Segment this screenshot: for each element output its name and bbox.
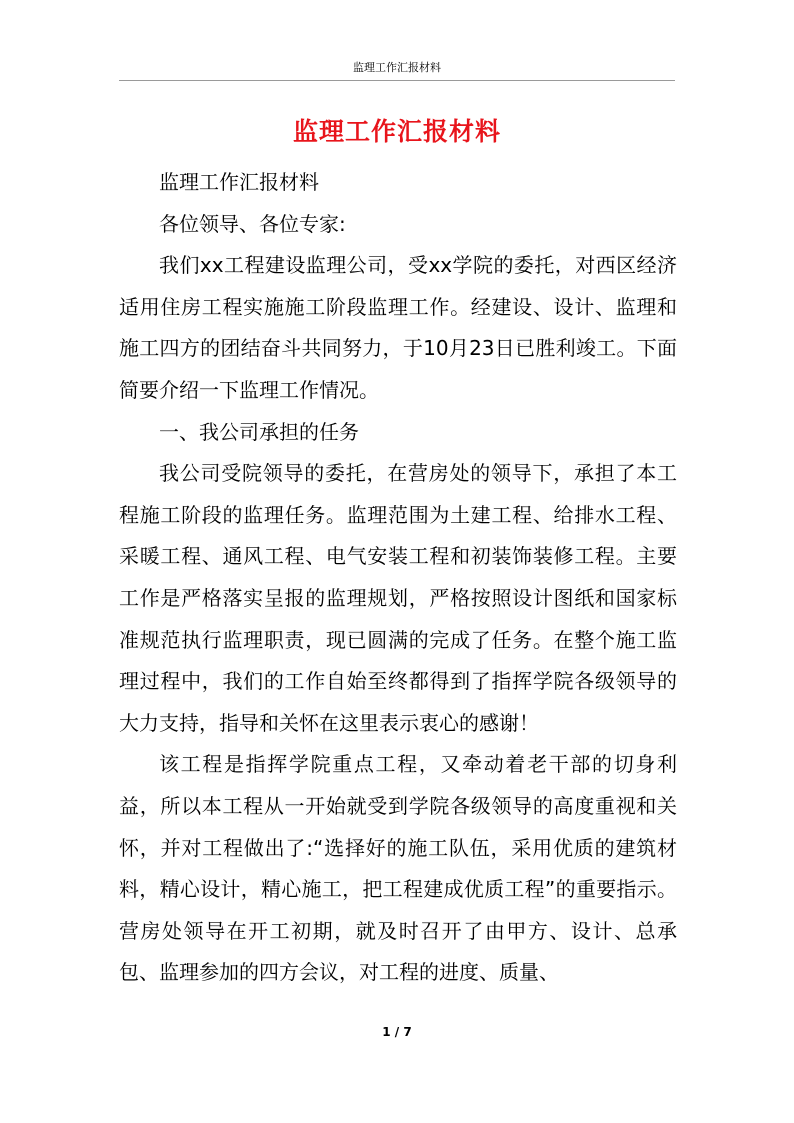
document-body [119,162,677,994]
section-heading: 一、我公司承担的任务 [159,419,359,444]
running-header: 监理工作汇报材料 [353,61,441,74]
body-paragraph: 监理工作汇报材料 [159,170,319,194]
body-paragraph: 我们xx工程建设监理公司，受xx学院的委托，对西区经济适用住房工程实施施工阶段监理工作。经建设、设计、监理和施工四方的团结奋斗共同努力，于10月23日已胜利竣工。下面简要介绍一下监理工作情况。 [119,253,677,402]
page-number: 1 / 7 [382,1025,412,1039]
header-divider [119,80,675,81]
document-title: 监理工作汇报材料 [292,117,501,146]
body-paragraph: 该工程是指挥学院重点工程，又牵动着老干部的切身利益，所以本工程从一开始就受到学院各级领导的高度重视和关怀，并对工程做出了:“选择好的施工队伍，采用优质的建筑材料，精心设计，精心施工，把工程建成优质工程”的重要指示。营房处领导在开工初期，就及时召开了由甲方、设计、总承包、监理参加的四方会议，对工程的进度、质量、 [119,752,677,985]
body-paragraph: 我公司受院领导的委托，在营房处的领导下，承担了本工程施工阶段的监理任务。监理范围为土建工程、给排水工程、采暖工程、通风工程、电气安装工程和初装饰装修工程。主要工作是严格落实呈报的监理规划，严格按照设计图纸和国家标准规范执行监理职责，现已圆满的完成了任务。在整个施工监理过程中，我们的工作自始至终都得到了指挥学院各级领导的大力支持，指导和关怀在这里表示衷心的感谢！ [119,461,677,735]
body-paragraph: 各位领导、各位专家: [159,211,346,236]
